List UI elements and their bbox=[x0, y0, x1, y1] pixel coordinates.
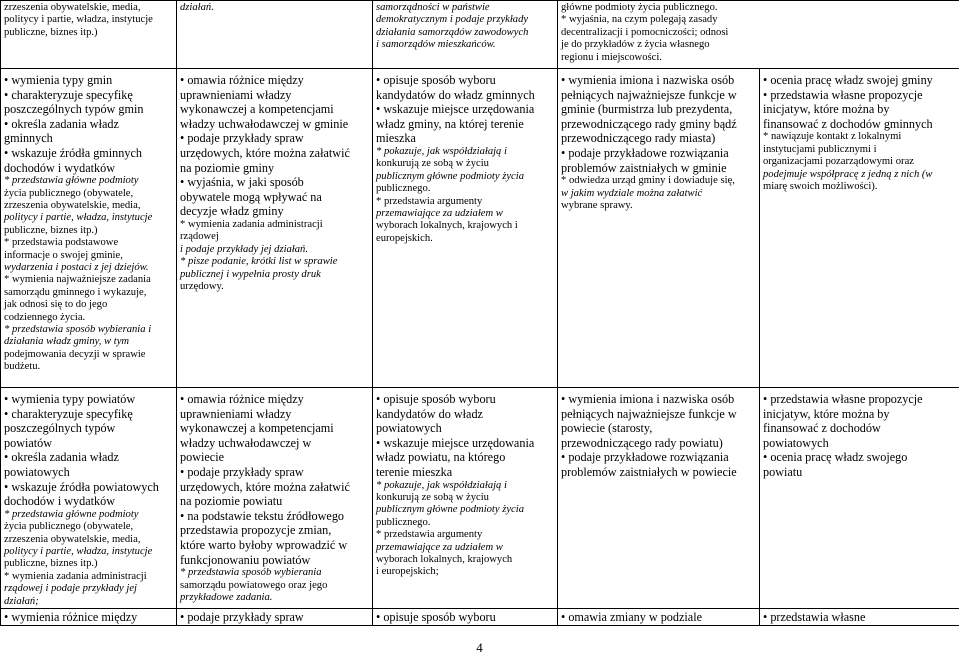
cell-line: politycy i partie, władza, instytucje bbox=[4, 546, 173, 558]
cell-line: publicznym główne podmioty życia bbox=[376, 504, 554, 516]
cell-line: * przedstawia podstawowe bbox=[4, 237, 173, 249]
cell-line: przewodniczącego rady miasta) bbox=[561, 131, 756, 146]
cell-line: wykonawczej a kompetencjami bbox=[180, 421, 369, 436]
table-cell: • przedstawia własne bbox=[760, 609, 959, 626]
cell-line: • określa zadania władz bbox=[4, 450, 173, 465]
cell-line: przewodniczącego rady gminy bądź bbox=[561, 117, 756, 132]
cell-line: * nawiązuje kontakt z lokalnymi bbox=[763, 131, 956, 143]
cell-line: politycy i partie, władza, instytucje bbox=[4, 14, 173, 26]
cell-line: terenie mieszka bbox=[376, 465, 554, 480]
table-cell: • opisuje sposób wyboru bbox=[373, 609, 558, 626]
cell-line: inicjatyw, które można by bbox=[763, 102, 956, 117]
cell-line: * wymienia zadania administracji bbox=[4, 571, 173, 583]
cell-line: przykładowe zadania. bbox=[180, 592, 369, 604]
cell-line: * wymienia najważniejsze zadania bbox=[4, 274, 173, 286]
table-cell: • podaje przykłady spraw bbox=[177, 609, 373, 626]
cell-line: wybrane sprawy. bbox=[561, 200, 756, 212]
cell-line: * pokazuje, jak współdziałają i bbox=[376, 480, 554, 492]
cell-line: samorządu gminnego i wykazuje, bbox=[4, 287, 173, 299]
cell-line: • przedstawia własne propozycje bbox=[763, 392, 956, 407]
cell-line: * pisze podanie, krótki list w sprawie bbox=[180, 256, 369, 268]
cell-line: je do przykładów z życia własnego bbox=[561, 39, 956, 51]
cell-line: * pokazuje, jak współdziałają i bbox=[376, 146, 554, 158]
cell-line: • wskazuje źródła powiatowych bbox=[4, 480, 173, 495]
cell-line: publiczne, biznes itp.) bbox=[4, 225, 173, 237]
cell-line: władzy uchwałodawczej w bbox=[180, 436, 369, 451]
cell-line: uprawnieniami władzy bbox=[180, 407, 369, 422]
table-cell bbox=[1, 388, 177, 609]
cell-line: wyborach lokalnych, krajowych i bbox=[376, 220, 554, 232]
cell-line: wyborach lokalnych, krajowych bbox=[376, 554, 554, 566]
cell-line: • określa zadania władz bbox=[4, 117, 173, 132]
cell-line: • charakteryzuje specyfikę bbox=[4, 407, 173, 422]
cell-line: zrzeszenia obywatelskie, media, bbox=[4, 534, 173, 546]
cell-line: informacje o swojej gminie, bbox=[4, 250, 173, 262]
cell-line: i podaje przykłady jej działań. bbox=[180, 244, 369, 256]
cell-line: * przedstawia sposób wybierania i bbox=[4, 324, 173, 336]
table-cell bbox=[760, 388, 959, 609]
cell-line: • opisuje sposób wyboru bbox=[376, 73, 554, 88]
cell-line: • ocenia pracę władz swojej gminy bbox=[763, 73, 956, 88]
cell-line: na poziomie powiatu bbox=[180, 494, 369, 509]
cell-line: rządowej bbox=[180, 231, 369, 243]
cell-line: przemawiające za udziałem w bbox=[376, 208, 554, 220]
cell-line: działania samorządów zawodowych bbox=[376, 27, 554, 39]
cell-line: • podaje przykłady spraw bbox=[180, 131, 369, 146]
cell-line: dochodów i wydatków bbox=[4, 494, 173, 509]
cell-line: władz powiatu, na którego bbox=[376, 450, 554, 465]
table-cell bbox=[373, 388, 558, 609]
cell-line: obywatele mogą wpływać na bbox=[180, 190, 369, 205]
cell-line: * przedstawia główne podmioty bbox=[4, 175, 173, 187]
cell-line: które warto byłoby wprowadzić w bbox=[180, 538, 369, 553]
cell-line: finansować z dochodów gminnych bbox=[763, 117, 956, 132]
cell-line: na poziomie gminy bbox=[180, 161, 369, 176]
cell-line: * przedstawia argumenty bbox=[376, 196, 554, 208]
cell-line: miarę swoich możliwości). bbox=[763, 181, 956, 193]
cell-line: powiecie (starosty, bbox=[561, 421, 756, 436]
cell-line: * wymienia zadania administracji bbox=[180, 219, 369, 231]
cell-line: politycy i partie, władza, instytucje bbox=[4, 212, 173, 224]
table-cell: • omawia zmiany w podziale bbox=[558, 609, 760, 626]
cell-line: główne podmioty życia publicznego. bbox=[561, 2, 956, 14]
cell-line: problemów zaistniałych w powiecie bbox=[561, 465, 756, 480]
cell-line: powiecie bbox=[180, 450, 369, 465]
cell-line: kandydatów do władz bbox=[376, 407, 554, 422]
cell-line: • omawia różnice między bbox=[180, 392, 369, 407]
cell-line: * przedstawia argumenty bbox=[376, 529, 554, 541]
cell-line: • wyjaśnia, w jaki sposób bbox=[180, 175, 369, 190]
cell-line: poszczególnych typów bbox=[4, 421, 173, 436]
cell-line: • podaje przykłady spraw bbox=[180, 465, 369, 480]
table-cell bbox=[177, 69, 373, 388]
cell-line: władz gminy, na której terenie bbox=[376, 117, 554, 132]
cell-line: • wymienia imiona i nazwiska osób bbox=[561, 73, 756, 88]
cell-line: * przedstawia główne podmioty bbox=[4, 509, 173, 521]
table-row bbox=[1, 609, 959, 626]
cell-line: samorządności w państwie bbox=[376, 2, 554, 14]
cell-line: pełniących najważniejsze funkcje w bbox=[561, 88, 756, 103]
table-cell bbox=[558, 1, 959, 69]
table-row bbox=[1, 1, 959, 69]
cell-line: podejmuje współpracę z jedną z nich (w bbox=[763, 169, 956, 181]
cell-line: mieszka bbox=[376, 131, 554, 146]
cell-line: powiatu bbox=[763, 465, 956, 480]
cell-line: regionu i miejscowości. bbox=[561, 52, 956, 64]
cell-line: • wymienia imiona i nazwiska osób bbox=[561, 392, 756, 407]
cell-line: • charakteryzuje specyfikę bbox=[4, 88, 173, 103]
cell-line: przewodniczącego rady powiatu) bbox=[561, 436, 756, 451]
cell-line: powiatowych bbox=[763, 436, 956, 451]
cell-line: poszczególnych typów gmin bbox=[4, 102, 173, 117]
table-cell bbox=[1, 69, 177, 388]
table-cell bbox=[760, 69, 959, 388]
cell-line: publicznego. bbox=[376, 183, 554, 195]
cell-line: pełniących najważniejsze funkcje w bbox=[561, 407, 756, 422]
cell-line: wykonawczej a kompetencjami bbox=[180, 102, 369, 117]
cell-line: powiatowych bbox=[4, 465, 173, 480]
cell-line: • wskazuje źródła gminnych bbox=[4, 146, 173, 161]
table-cell bbox=[177, 1, 373, 69]
table-cell bbox=[373, 1, 558, 69]
cell-line: władzy uchwałodawczej w gminie bbox=[180, 117, 369, 132]
cell-line: * wyjaśnia, na czym polegają zasady bbox=[561, 14, 956, 26]
cell-line: przedstawia propozycje zmian, bbox=[180, 523, 369, 538]
cell-line: w jakim wydziale można załatwić bbox=[561, 188, 756, 200]
cell-line: europejskich. bbox=[376, 233, 554, 245]
table-row bbox=[1, 388, 959, 609]
page-number: 4 bbox=[0, 640, 959, 656]
cell-line: i samorządów mieszkańców. bbox=[376, 39, 554, 51]
table-row bbox=[1, 69, 959, 388]
cell-line: organizacjami pozarządowymi oraz bbox=[763, 156, 956, 168]
cell-line: decentralizacji i pomocniczości; odnosi bbox=[561, 27, 956, 39]
cell-line: powiatów bbox=[4, 436, 173, 451]
cell-line: jak odnosi się to do jego bbox=[4, 299, 173, 311]
cell-line: • wymienia typy gmin bbox=[4, 73, 173, 88]
cell-line: • wskazuje miejsce urzędowania bbox=[376, 102, 554, 117]
cell-line: demokratycznym i podaje przykłady bbox=[376, 14, 554, 26]
cell-line: codziennego życia. bbox=[4, 312, 173, 324]
cell-line: wydarzenia i postaci z jej dziejów. bbox=[4, 262, 173, 274]
cell-line: samorządu powiatowego oraz jego bbox=[180, 580, 369, 592]
cell-line: działań; bbox=[4, 596, 173, 608]
cell-line: gminie (burmistrza lub prezydenta, bbox=[561, 102, 756, 117]
cell-line: • przedstawia własne propozycje bbox=[763, 88, 956, 103]
cell-line: problemów zaistniałych w gminie bbox=[561, 161, 756, 176]
cell-line: rządowej i podaje przykłady jej bbox=[4, 583, 173, 595]
cell-line: podejmowania decyzji w sprawie bbox=[4, 349, 173, 361]
table-cell bbox=[1, 1, 177, 69]
cell-line: instytucjami publicznymi i bbox=[763, 144, 956, 156]
cell-line: • ocenia pracę władz swojego bbox=[763, 450, 956, 465]
cell-line: • wymienia typy powiatów bbox=[4, 392, 173, 407]
cell-line: urzędowych, które można załatwić bbox=[180, 480, 369, 495]
cell-line: publiczne, biznes itp.) bbox=[4, 27, 173, 39]
cell-line: działań. bbox=[180, 2, 369, 14]
cell-line: * przedstawia sposób wybierania bbox=[180, 567, 369, 579]
cell-line: zrzeszenia obywatelskie, media, bbox=[4, 2, 173, 14]
cell-line: uprawnieniami władzy bbox=[180, 88, 369, 103]
table-cell: • wymienia różnice między bbox=[1, 609, 177, 626]
cell-line: * odwiedza urząd gminy i dowiaduje się, bbox=[561, 175, 756, 187]
table-cell bbox=[558, 388, 760, 609]
cell-line: dochodów i wydatków bbox=[4, 161, 173, 176]
cell-line: urzędowych, które można załatwić bbox=[180, 146, 369, 161]
cell-line: • omawia różnice między bbox=[180, 73, 369, 88]
cell-line: • opisuje sposób wyboru bbox=[376, 392, 554, 407]
cell-line: • wskazuje miejsce urzędowania bbox=[376, 436, 554, 451]
cell-line: publiczne, biznes itp.) bbox=[4, 558, 173, 570]
cell-line: publicznym główne podmioty życia bbox=[376, 171, 554, 183]
cell-line: funkcjonowaniu powiatów bbox=[180, 553, 369, 568]
cell-line: inicjatyw, które można by bbox=[763, 407, 956, 422]
cell-line: powiatowych bbox=[376, 421, 554, 436]
cell-line: finansować z dochodów bbox=[763, 421, 956, 436]
cell-line: publicznego. bbox=[376, 517, 554, 529]
cell-line: urzędowy. bbox=[180, 281, 369, 293]
cell-line: i europejskich; bbox=[376, 566, 554, 578]
cell-line: konkurują ze sobą w życiu bbox=[376, 492, 554, 504]
table-cell bbox=[373, 69, 558, 388]
cell-line: życia publicznego (obywatele, bbox=[4, 521, 173, 533]
cell-line: przemawiające za udziałem w bbox=[376, 542, 554, 554]
cell-line: działania władz gminy, w tym bbox=[4, 336, 173, 348]
table-cell bbox=[558, 69, 760, 388]
cell-line: decyzje władz gminy bbox=[180, 204, 369, 219]
cell-line: • na podstawie tekstu źródłowego bbox=[180, 509, 369, 524]
cell-line: budżetu. bbox=[4, 361, 173, 373]
cell-line: gminnych bbox=[4, 131, 173, 146]
table-cell bbox=[177, 388, 373, 609]
cell-line: • podaje przykładowe rozwiązania bbox=[561, 450, 756, 465]
cell-line: konkurują ze sobą w życiu bbox=[376, 158, 554, 170]
cell-line: • podaje przykładowe rozwiązania bbox=[561, 146, 756, 161]
cell-line: publicznej i wypełnia prosty druk bbox=[180, 269, 369, 281]
cell-line: kandydatów do władz gminnych bbox=[376, 88, 554, 103]
cell-line: zrzeszenia obywatelskie, media, bbox=[4, 200, 173, 212]
cell-line: życia publicznego (obywatele, bbox=[4, 188, 173, 200]
